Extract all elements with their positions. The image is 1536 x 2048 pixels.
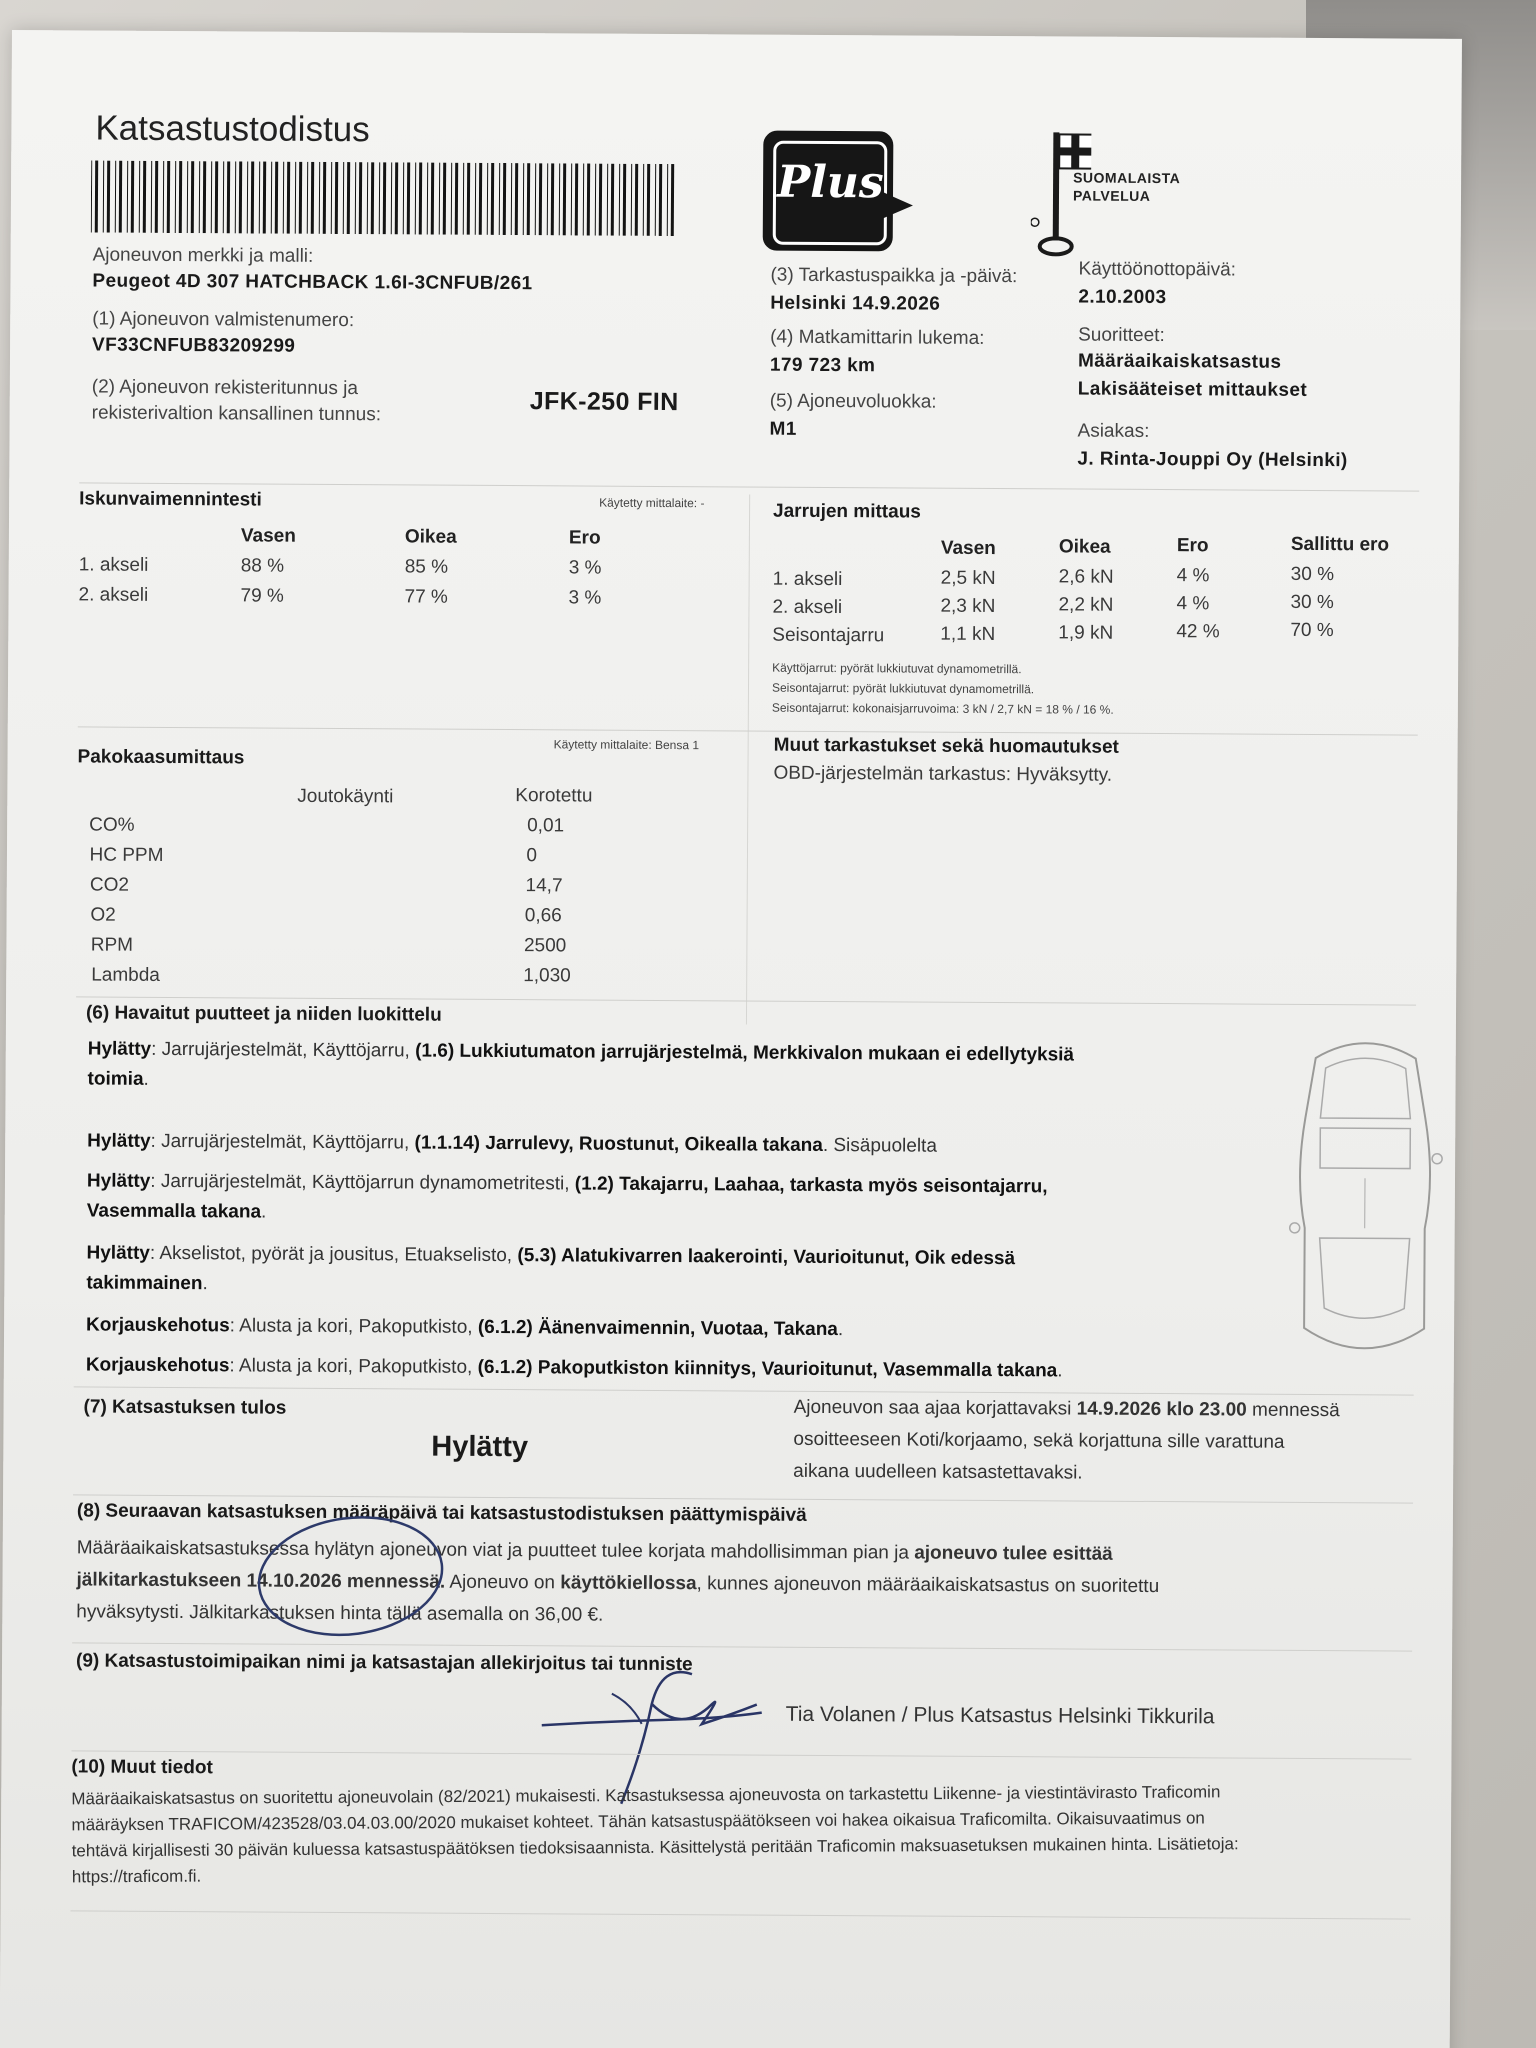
defects-title: (6) Havaitut puutteet ja niiden luokittelu <box>85 1002 442 1026</box>
brake-diff: 4 % <box>1176 565 1210 587</box>
shock-col-diff: Ero <box>568 527 601 549</box>
result-value: Hylätty <box>431 1430 529 1464</box>
defect-tail: . <box>261 1201 267 1223</box>
defect-path: : Jarrujärjestelmät, Käyttöjarru, <box>150 1130 415 1154</box>
brake-note: Seisontajarrut: kokonaisjarruvoima: 3 kN / 2,7 kN = 18 % / 16 %. <box>771 700 1114 717</box>
defect-path: : Jarrujärjestelmät, Käyttöjarrun dynamometritesti, <box>150 1170 575 1195</box>
brake-col-diff: Ero <box>1176 535 1209 557</box>
next-inspection-line-2: jälkitarkastukseen 14.10.2026 mennessä. Ajoneuvo on käyttökiellossa, kunnes ajoneuvon määräaikaiskatsastus on suoritettu <box>76 1569 1160 1598</box>
other-info-line: https://traficom.fi. <box>71 1866 202 1887</box>
other-info-line: Määräaikaiskatsastus on suoritettu ajoneuvolain (82/2021) mukaisesti. Katsastuksessa ajoneuvosta on tarkastettu Liikenne- ja viestintävirasto Traficomin <box>71 1782 1221 1809</box>
vin-label: (1) Ajoneuvon valmistenumero: <box>92 308 355 332</box>
exhaust-value: 2500 <box>523 935 567 957</box>
defect-item <box>86 1238 1015 1304</box>
brake-left: 2,3 kN <box>940 595 996 618</box>
divider <box>72 1642 1412 1651</box>
logo-line-2: PALVELUA <box>1072 187 1151 204</box>
exhaust-test-title: Pakokaasumittaus <box>77 746 245 769</box>
defect-path: : Jarrujärjestelmät, Käyttöjarru, <box>151 1038 416 1062</box>
shock-axle: 1. akseli <box>78 554 149 576</box>
suomalaista-palvelua-logo <box>1031 126 1182 257</box>
brake-right: 2,6 kN <box>1058 566 1114 588</box>
inspector-name: Tia Volanen / Plus Katsastus Helsinki Tikkurila <box>785 1702 1215 1729</box>
brake-allowed: 30 % <box>1290 563 1335 586</box>
defect-tail: . <box>1057 1360 1063 1382</box>
odometer-value: 179 723 km <box>769 354 876 377</box>
column-divider <box>746 495 750 1025</box>
barcode <box>91 160 683 236</box>
other-info-body <box>71 1779 1239 1890</box>
exhaust-param: CO2 <box>89 874 130 896</box>
defect-detail: (1.6) Lukkiutumaton jarrujärjestelmä, Merkkivalon mukaan ei edellytyksiä <box>415 1040 1075 1066</box>
service-item: Määräaikaiskatsastus <box>1077 350 1282 373</box>
vehicle-class-value: M1 <box>769 418 797 440</box>
plus-logo <box>763 131 914 250</box>
defect-detail: (5.3) Alatukivarren laakerointi, Vaurioitunut, Oik edessä <box>517 1245 1016 1270</box>
defect-detail: (6.1.2) Pakoputkiston kiinnitys, Vaurioitunut, Vasemmalla takana <box>477 1356 1058 1382</box>
brake-allowed: 70 % <box>1290 619 1334 642</box>
other-info-line: määräyksen TRAFICOM/423528/03.04.03.00/2020 mukaiset kohteet. Tähän katsastuspäätökseen voi hakea oikaisua Traficomilta. Oikaisuvaatimus on <box>71 1808 1205 1835</box>
plus-logo-text: Plus <box>776 156 884 209</box>
defect-grade: Hylätty <box>87 1130 151 1152</box>
defect-detail: (6.1.2) Äänenvaimennin, Vuotaa, Takana <box>477 1316 838 1341</box>
brake-axle: 2. akseli <box>772 596 843 619</box>
brake-left: 2,5 kN <box>940 567 996 590</box>
defect-detail: (1.1.14) Jarrulevy, Ruostunut, Oikealla takana <box>414 1132 823 1156</box>
defect-path: : Akselistot, pyörät ja jousitus, Etuakselisto, <box>149 1242 518 1267</box>
result-title: (7) Katsastuksen tulos <box>83 1396 287 1419</box>
defect-tail: . Sisäpuolelta <box>822 1134 937 1157</box>
brake-right: 2,2 kN <box>1058 594 1114 616</box>
result-note-line-1: Ajoneuvon saa ajaa korjattavaksi 14.9.2026 klo 23.00 mennessä <box>793 1396 1340 1422</box>
vehicle-class-label: (5) Ajoneuvoluokka: <box>769 390 937 413</box>
vin-value: VF33CNFUB83209299 <box>92 334 296 357</box>
shock-diff: 3 % <box>568 557 602 579</box>
first-use-label: Käyttöönottopäivä: <box>1078 258 1237 281</box>
defect-tail: . <box>837 1319 844 1341</box>
other-checks-text: OBD-järjestelmän tarkastus: Hyväksytty. <box>773 762 1113 786</box>
defect-grade: Hylätty <box>86 1242 150 1264</box>
shock-left: 79 % <box>240 585 284 607</box>
service-item: Lakisääteiset mittaukset <box>1077 378 1308 401</box>
brake-left: 1,1 kN <box>940 623 996 646</box>
exhaust-value: 0,66 <box>524 905 562 927</box>
other-info-title: (10) Muut tiedot <box>71 1756 213 1779</box>
defect-tail: . <box>202 1273 208 1295</box>
exhaust-param: CO% <box>89 814 135 836</box>
defect-grade: Hylätty <box>86 1170 151 1192</box>
defect-grade: Korjauskehotus <box>86 1314 230 1337</box>
result-note-line-3: aikana uudelleen katsastettavaksi. <box>793 1460 1083 1484</box>
signature-title: (9) Katsastustoimipaikan nimi ja katsastajan allekirjoitus tai tunniste <box>75 1650 693 1676</box>
defect-tail: . <box>143 1068 149 1090</box>
brake-axle: Seisontajarru <box>772 624 885 647</box>
defect-item <box>87 1166 1048 1232</box>
brake-note: Seisontajarrut: pyörät lukkiutuvat dynamometrillä. <box>771 680 1035 697</box>
exhaust-param: Lambda <box>91 964 160 986</box>
customer-label: Asiakas: <box>1077 420 1150 442</box>
shock-col-right: Oikea <box>404 526 457 548</box>
exhaust-value: 0,01 <box>527 815 565 837</box>
shock-test-title: Iskunvaimennintesti <box>79 488 262 511</box>
inspection-certificate <box>0 30 1462 2048</box>
registration-label-1: (2) Ajoneuvon rekisteritunnus ja <box>91 376 359 400</box>
divider <box>71 1910 1411 1919</box>
shock-right: 85 % <box>404 556 449 578</box>
brake-col-allowed: Sallittu ero <box>1290 533 1390 556</box>
defect-detail-cont: toimia <box>87 1068 144 1090</box>
defect-detail-cont: Vasemmalla takana <box>86 1200 262 1223</box>
brake-note: Käyttöjarrut: pyörät lukkiutuvat dynamometrillä. <box>772 660 1022 677</box>
brake-right: 1,9 kN <box>1058 622 1114 644</box>
shock-diff: 3 % <box>568 587 602 609</box>
registration-value: JFK-250 FIN <box>529 387 679 417</box>
exhaust-param: O2 <box>90 904 116 926</box>
shock-right: 77 % <box>404 586 448 608</box>
brake-test-title: Jarrujen mittaus <box>773 500 921 523</box>
defect-detail: (1.2) Takajarru, Laahaa, tarkasta myös seisontajarru, <box>574 1173 1048 1198</box>
brake-allowed: 30 % <box>1290 591 1334 614</box>
shock-left: 88 % <box>240 555 285 577</box>
logo-line-1: SUOMALAISTA <box>1073 169 1181 187</box>
exhaust-col-idle: Joutokäynti <box>297 785 394 808</box>
services-label: Suoritteet: <box>1078 324 1165 347</box>
exhaust-param: HC PPM <box>89 844 164 866</box>
shock-col-left: Vasen <box>240 525 296 547</box>
defect-item <box>87 1034 1074 1100</box>
brake-col-left: Vasen <box>940 537 996 560</box>
exhaust-value: 1,030 <box>523 965 571 987</box>
defect-item <box>87 1126 937 1161</box>
defect-path: : Alusta ja kori, Pakoputkisto, <box>229 1315 478 1338</box>
exhaust-test-device: Käytetty mittalaite: Bensa 1 <box>553 737 700 753</box>
odometer-label: (4) Matkamittarin lukema: <box>770 326 985 349</box>
shock-test-device: Käytetty mittalaite: - <box>599 495 705 511</box>
brake-col-right: Oikea <box>1058 536 1111 558</box>
first-use-value: 2.10.2003 <box>1078 286 1167 309</box>
result-note-line-2: osoitteeseen Koti/korjaamo, sekä korjattuna sille varattuna <box>793 1428 1285 1453</box>
exhaust-value: 0 <box>526 845 537 867</box>
exhaust-col-raised: Korotettu <box>515 785 593 807</box>
exhaust-param: RPM <box>90 934 134 956</box>
defect-item <box>86 1310 843 1345</box>
exhaust-value: 14,7 <box>525 875 563 897</box>
brake-diff: 4 % <box>1176 593 1210 615</box>
car-diagram <box>1274 1028 1456 1379</box>
make-model-value: Peugeot 4D 307 HATCHBACK 1.6I-3CNFUB/261 <box>92 270 533 295</box>
document-title: Katsastustodistus <box>95 108 370 150</box>
other-checks-title: Muut tarkastukset sekä huomautukset <box>773 734 1119 758</box>
inspection-place-value: Helsinki 14.9.2026 <box>770 292 941 315</box>
divider <box>79 482 1419 491</box>
shock-axle: 2. akseli <box>78 584 149 606</box>
make-model-label: Ajoneuvon merkki ja malli: <box>92 244 314 267</box>
defect-grade: Korjauskehotus <box>85 1354 230 1377</box>
defect-detail-cont: takimmainen <box>86 1272 203 1295</box>
next-inspection-line-1: Määräaikaiskatsastuksessa hylätyn ajoneuvon viat ja puutteet tulee korjata mahdollisimman pian ja ajoneuvo tulee esittää <box>76 1537 1113 1565</box>
registration-label-2: rekisterivaltion kansallinen tunnus: <box>91 402 382 426</box>
next-inspection-line-3: hyväksytysti. Jälkitarkastuksen hinta tällä asemalla on 36,00 €. <box>76 1601 604 1626</box>
brake-axle: 1. akseli <box>772 568 843 591</box>
divider <box>74 1386 1414 1395</box>
next-inspection-title: (8) Seuraavan katsastuksen määräpäivä tai katsastustodistuksen päättymispäivä <box>76 1500 807 1526</box>
inspection-place-label: (3) Tarkastuspaikka ja -päivä: <box>770 264 1018 288</box>
brake-diff: 42 % <box>1176 621 1220 643</box>
handwritten-circle <box>250 1509 451 1644</box>
defect-item <box>86 1350 1063 1386</box>
other-info-line: tehtävä kirjallisesti 30 päivän kuluessa katsastuspäätöksen tiedoksisaannista. Käsittelystä peritään Traficomin maksuasetuksen mukainen hinta. Lisätietoja: <box>71 1834 1239 1861</box>
defect-grade: Hylätty <box>87 1038 152 1060</box>
defect-path: : Alusta ja kori, Pakoputkisto, <box>229 1355 478 1378</box>
customer-value: J. Rinta-Jouppi Oy (Helsinki) <box>1077 448 1348 472</box>
